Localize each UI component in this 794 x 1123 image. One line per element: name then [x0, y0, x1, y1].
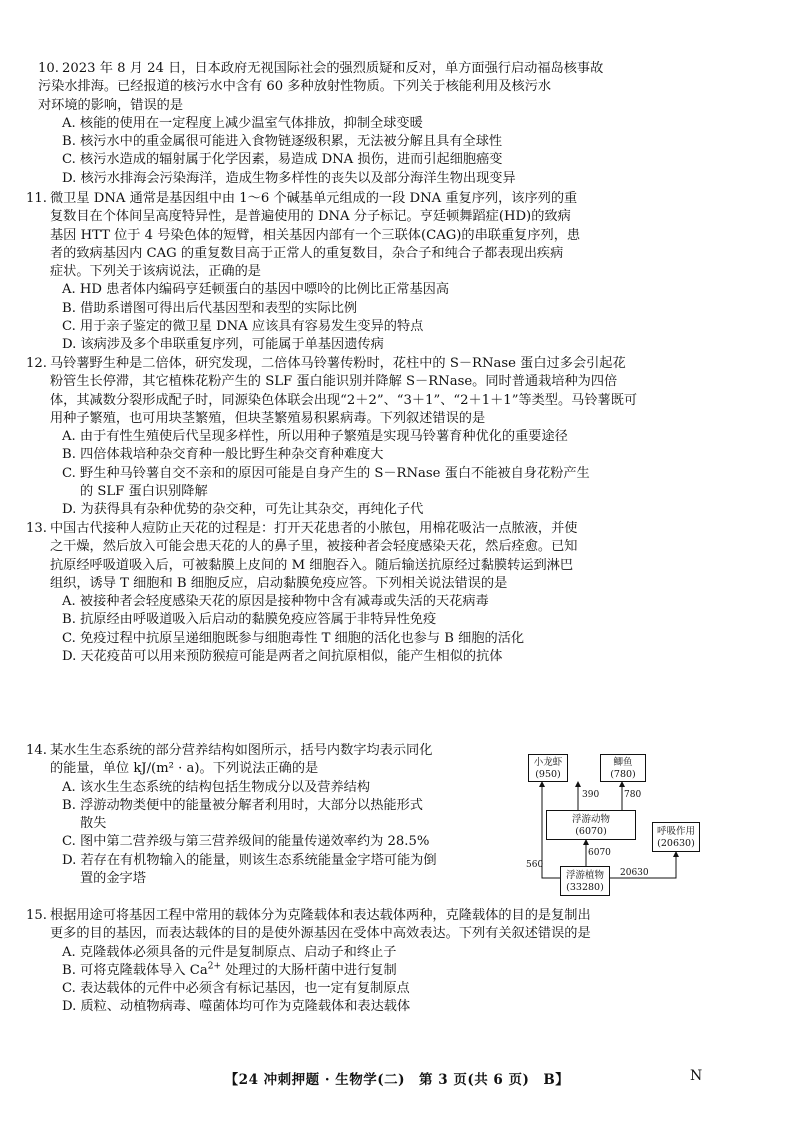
- stem-line: 抗原经呼吸道吸入后，可被黏膜上皮间的 M 细胞吞入。随后输送抗原经过黏膜转运到淋巴: [50, 557, 574, 573]
- option-b: B. 四倍体栽培种杂交育种一般比野生种杂交育种难度大: [62, 447, 384, 463]
- option-b: B. 浮游动物类便中的能量被分解者利用时，大部分以热能形式: [62, 797, 423, 813]
- question-14: [26, 742, 526, 888]
- question-stem: [26, 520, 766, 538]
- question-stem: [26, 742, 526, 760]
- edge-label: 390: [582, 790, 600, 800]
- stem-line: 马铃薯野生种是二倍体，研究发现，二倍体马铃薯传粉时，花柱中的 S－RNase 蛋白过多会引起花: [50, 356, 626, 371]
- option-d: D. 为获得具有杂种优势的杂交种，可先让其杂交，再纯化子代: [62, 502, 424, 518]
- edge-label: 560: [526, 860, 544, 870]
- question-15: [26, 907, 766, 1017]
- footer-mark: N: [690, 1068, 703, 1084]
- option-a: A. 核能的使用在一定程度上减少温室气体排放，抑制全球变暖: [62, 115, 423, 131]
- stem-line: 根据用途可将基因工程中常用的载体分为克隆载体和表达载体两种，克隆载体的目的是复制出: [50, 908, 591, 923]
- stem-line: 者的致病基因内 CAG 的重复数目高于正常人的重复数目，杂合子和纯合子都表现出疾病: [50, 245, 564, 261]
- option-c-continued: 的 SLF 蛋白识别降解: [80, 484, 208, 500]
- option-d: D. 核污水排海会污染海洋，造成生物多样性的丧失以及部分海洋生物出现变异: [62, 170, 516, 186]
- option-d: D. 若存在有机物输入的能量，则该生态系统能量金字塔可能为倒: [62, 852, 437, 868]
- stem-line: 对环境的影响，错误的是: [38, 97, 184, 113]
- option-b: B. 核污水中的重金属很可能进入食物链逐级积累，无法被分解且具有全球性: [62, 134, 503, 150]
- stem-line: 2023 年 8 月 24 日，日本政府无视国际社会的强烈质疑和反对，单方面强行启动福岛核事故: [62, 61, 604, 76]
- node-zooplankton: 浮游动物 (6070): [546, 810, 636, 840]
- option-c: C. 核污水造成的辐射属于化学因素，易造成 DNA 损伤，进而引起细胞癌变: [62, 152, 503, 168]
- stem-line: 症状。下列关于该病说法，正确的是: [50, 264, 261, 280]
- stem-line: 组织，诱导 T 细胞和 B 细胞反应，启动黏膜免疫应答。下列相关说法错误的是: [50, 575, 508, 591]
- option-b: B. 抗原经由呼吸道吸入后启动的黏膜免疫应答属于非特异性免疫: [62, 612, 437, 628]
- stem-line: 中国古代接种人痘防止天花的过程是：打开天花患者的小脓包，用棉花吸沾一点脓液，并使: [50, 521, 578, 536]
- question-10: [38, 60, 766, 188]
- option-d: D. 质粒、动植物病毒、噬菌体均可作为克隆载体和表达载体: [62, 999, 411, 1015]
- option-c: C. 免疫过程中抗原呈递细胞既参与细胞毒性 T 细胞的活化也参与 B 细胞的活化: [62, 630, 525, 646]
- option-a: A. 该水生生态系统的结构包括生物成分以及营养结构: [62, 779, 371, 795]
- stem-line: 某水生生态系统的部分营养结构如图所示，括号内数字均表示同化: [50, 743, 433, 758]
- question-number: 13.: [26, 521, 47, 536]
- question-stem: [26, 907, 766, 925]
- edge-label: 780: [624, 790, 642, 800]
- option-b-continued: 散失: [80, 816, 107, 832]
- question-number: 14.: [26, 743, 47, 758]
- node-crayfish: 小龙虾 (950): [528, 754, 568, 782]
- node-crucian-carp: 鲫鱼 (780): [600, 754, 646, 782]
- stem-line: 复数目在个体间呈高度特异性，是普遍使用的 DNA 分子标记。亨廷顿舞蹈症(HD)的致病: [50, 209, 571, 225]
- option-b: B. 借助系谱图可得出后代基因型和表型的实际比例: [62, 300, 358, 316]
- page-footer: 【24 冲刺押题 · 生物学(二) 第 3 页(共 6 页) B】: [224, 1072, 570, 1088]
- question-stem: [26, 355, 766, 373]
- stem-line: 微卫星 DNA 通常是基因组中由 1～6 个碱基单元组成的一段 DNA 重复序列，该序列的重: [50, 191, 578, 206]
- question-number: 11.: [26, 191, 47, 206]
- option-a: A. 被接种者会轻度感染天花的原因是接种物中含有减毒或失活的天花病毒: [62, 594, 489, 610]
- question-number: 15.: [26, 908, 47, 923]
- food-web-diagram: [524, 748, 762, 900]
- question-stem: [26, 190, 766, 208]
- question-number: 10.: [38, 61, 59, 76]
- node-respiration: 呼吸作用 (20630): [652, 822, 700, 852]
- stem-line: 的能量，单位 kJ/(m² · a)。下列说法正确的是: [50, 761, 319, 777]
- option-a: A. 由于有性生殖使后代呈现多样性，所以用种子繁殖是实现马铃薯育种优化的重要途径: [62, 429, 568, 445]
- question-stem: [38, 60, 766, 78]
- option-c: C. 用于亲子鉴定的微卫星 DNA 应该具有容易发生变异的特点: [62, 319, 424, 335]
- edge-label: 6070: [588, 848, 611, 858]
- stem-line: 体，其减数分裂形成配子时，同源染色体联会出现“2＋2”、“3＋1”、“2＋1＋1”等类型。马铃薯既可: [50, 392, 638, 408]
- option-c: C. 野生种马铃薯自交不亲和的原因可能是自身产生的 S－RNase 蛋白不能被自身花粉产生: [62, 465, 590, 481]
- stem-line: 之干燥，然后放入可能会患天花的人的鼻子里，被接种者会轻度感染天花，然后痊愈。已知: [50, 539, 578, 555]
- stem-line: 基因 HTT 位于 4 号染色体的短臂，相关基因内部有一个三联体(CAG)的串联重复序列，患: [50, 227, 581, 243]
- edge-label: 20630: [620, 868, 649, 878]
- option-d: D. 天花疫苗可以用来预防猴痘可能是两者之间抗原相似，能产生相似的抗体: [62, 649, 503, 665]
- node-phytoplankton: 浮游植物 (33280): [560, 866, 610, 896]
- option-a: A. HD 患者体内编码亨廷顿蛋白的基因中嘌呤的比例比正常基因高: [62, 282, 450, 298]
- question-number: 12.: [26, 356, 47, 371]
- stem-line: 污染水排海。已经报道的核污水中含有 60 多种放射性物质。下列关于核能利用及核污水: [38, 79, 552, 95]
- question-11: [26, 190, 766, 355]
- question-13: [26, 520, 766, 666]
- option-d-continued: 置的金字塔: [80, 871, 146, 887]
- stem-line: 用种子繁殖，也可用块茎繁殖，但块茎繁殖易积累病毒。下列叙述错误的是: [50, 410, 486, 426]
- stem-line: 粉管生长停滞，其它植株花粉产生的 SLF 蛋白能识别并降解 S－RNase。同时普通栽培种为四倍: [50, 374, 618, 390]
- option-c: C. 图中第二营养级与第三营养级间的能量传递效率约为 28.5%: [62, 834, 430, 850]
- superscript: 2+: [207, 961, 221, 972]
- option-b: B. 可将克隆载体导入 $Ca^{2+}$ 处理过的大肠杆菌中进行复制: [62, 961, 397, 978]
- stem-line: 更多的目的基因，而表达载体的目的是使外源基因在受体中高效表达。下列有关叙述错误的是: [50, 926, 591, 942]
- option-a: A. 克隆载体必须具备的元件是复制原点、启动子和终止子: [62, 944, 397, 960]
- option-c: C. 表达载体的元件中必须含有标记基因，也一定有复制原点: [62, 981, 410, 997]
- option-d: D. 该病涉及多个串联重复序列，可能属于单基因遗传病: [62, 337, 384, 353]
- question-12: [26, 355, 766, 520]
